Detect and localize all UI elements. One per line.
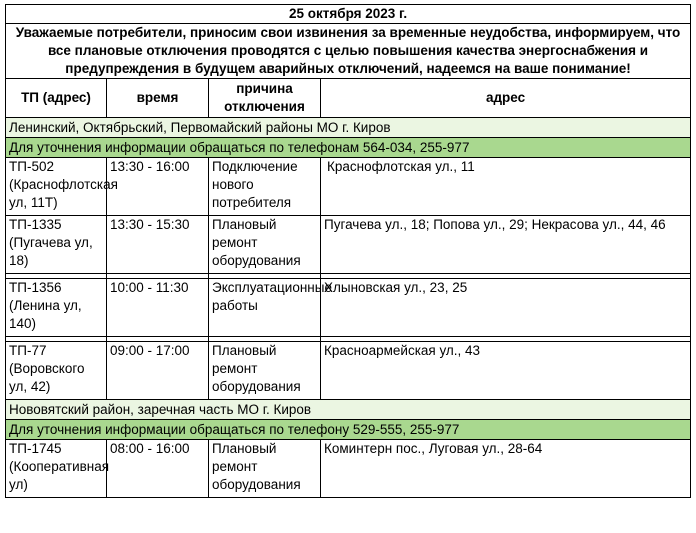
column-header-tp: ТП (адрес) xyxy=(6,79,107,118)
address-cell: Хлыновская ул., 23, 25 xyxy=(321,279,691,337)
table-row xyxy=(6,216,691,274)
notice-row xyxy=(6,24,691,79)
date-row xyxy=(6,5,691,24)
contact-phones: Для уточнения информации обращаться по телефонам 564-034, 255-977 xyxy=(6,138,691,158)
district-row xyxy=(6,400,691,420)
column-header-time: время xyxy=(107,79,209,118)
district-row xyxy=(6,118,691,138)
reason-cell: Эксплуатационные работы xyxy=(209,279,321,337)
reason-cell: Плановый ремонт оборудования xyxy=(209,440,321,498)
address-cell: Пугачева ул., 18; Попова ул., 29; Некрасова ул., 44, 46 xyxy=(321,216,691,274)
apology-notice: Уважаемые потребители, приносим свои извинения за временные неудобства, информируем, что все плановые отключения проводятся с целью повышения качества энергоснабжения и предупреждения в будущем аварийных отключений, надеемся на ваше понимание! xyxy=(6,24,691,79)
reason-cell: Плановый ремонт оборудования xyxy=(209,216,321,274)
time-cell: 13:30 - 15:30 xyxy=(107,216,209,274)
table-row xyxy=(6,279,691,337)
schedule-date: 25 октября 2023 г. xyxy=(6,5,691,24)
time-cell: 10:00 - 11:30 xyxy=(107,279,209,337)
district-name: Ленинский, Октябрьский, Первомайский районы МО г. Киров xyxy=(6,118,691,138)
tp-cell: ТП-1335 (Пугачева ул, 18) xyxy=(6,216,107,274)
tp-cell: ТП-1745 (Кооперативная ул) xyxy=(6,440,107,498)
phone-row xyxy=(6,420,691,440)
contact-phones: Для уточнения информации обращаться по телефону 529-555, 255-977 xyxy=(6,420,691,440)
column-header-address: адрес xyxy=(321,79,691,118)
reason-cell: Подключение нового потребителя xyxy=(209,158,321,216)
time-cell: 13:30 - 16:00 xyxy=(107,158,209,216)
address-cell: Красноармейская ул., 43 xyxy=(321,342,691,400)
address-cell: Коминтерн пос., Луговая ул., 28-64 xyxy=(321,440,691,498)
table-row xyxy=(6,342,691,400)
column-header-reason: причина отключения xyxy=(209,79,321,118)
phone-row xyxy=(6,138,691,158)
district-name: Нововятский район, заречная часть МО г. Киров xyxy=(6,400,691,420)
table-row xyxy=(6,158,691,216)
reason-cell: Плановый ремонт оборудования xyxy=(209,342,321,400)
header-row xyxy=(6,79,691,118)
address-cell: Краснофлотская ул., 11 xyxy=(321,158,691,216)
table-row xyxy=(6,440,691,498)
outage-schedule-table xyxy=(5,4,691,498)
time-cell: 09:00 - 17:00 xyxy=(107,342,209,400)
tp-cell: ТП-502 (Краснофлотская ул, 11Т) xyxy=(6,158,107,216)
tp-cell: ТП-1356 (Ленина ул, 140) xyxy=(6,279,107,337)
tp-cell: ТП-77 (Воровского ул, 42) xyxy=(6,342,107,400)
time-cell: 08:00 - 16:00 xyxy=(107,440,209,498)
